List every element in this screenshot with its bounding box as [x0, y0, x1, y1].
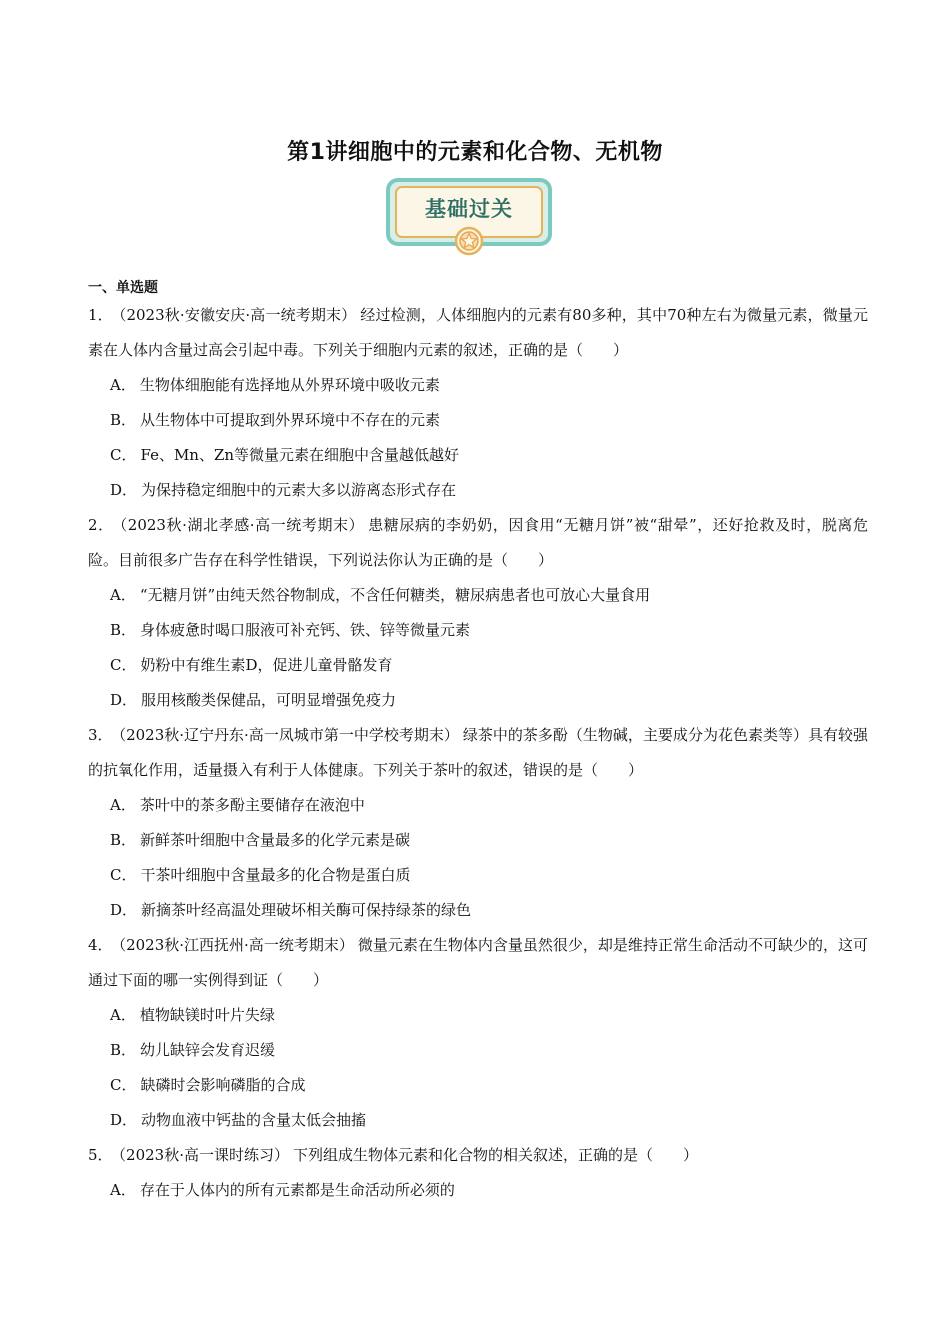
option-a [110, 998, 868, 1033]
question-text: 经过检测，人体细胞内的元素有80多种，其中70种左右为微量元素，微量元素在人体内含量过高会引起中毒。下列关于细胞内元素的叙述，正确的是（ ） [88, 306, 868, 359]
question-item [88, 508, 868, 718]
question-text: 微量元素在生物体内含量虽然很少，却是维持正常生命活动不可缺少的，这可通过下面的哪一实例得到证（ ） [88, 936, 868, 989]
option-text: 动物血液中钙盐的含量太低会抽搐 [141, 1111, 367, 1129]
question-text: 下列组成生物体元素和化合物的相关叙述，正确的是（ ） [293, 1146, 699, 1164]
option-letter: A． [110, 796, 136, 814]
badge-label: 基础过关 [425, 197, 513, 221]
question-stem [88, 508, 868, 578]
question-stem [88, 298, 868, 368]
option-text: 从生物体中可提取到外界环境中不存在的元素 [140, 411, 441, 429]
question-item [88, 928, 868, 1138]
option-letter: A． [110, 586, 136, 604]
option-text: 干茶叶细胞中含量最多的化合物是蛋白质 [140, 866, 411, 884]
question-text: 绿茶中的茶多酚（生物碱，主要成分为花色素类等）具有较强的抗氧化作用，适量摄入有利于人体健康。下列关于茶叶的叙述，错误的是（ ） [88, 726, 868, 779]
option-c [110, 648, 868, 683]
option-text: 缺磷时会影响磷脂的合成 [140, 1076, 306, 1094]
question-source: （2023秋·安徽安庆·高一统考期末） [118, 306, 357, 324]
question-stem [88, 928, 868, 998]
option-text: 服用核酸类保健品，可明显增强免疫力 [141, 691, 397, 709]
option-c [110, 1068, 868, 1103]
question-list [88, 298, 868, 1208]
option-a [110, 578, 868, 613]
question-stem [88, 1138, 868, 1173]
option-text: 为保持稳定细胞中的元素大多以游离态形式存在 [141, 481, 457, 499]
option-letter: D． [110, 1111, 138, 1129]
option-b [110, 403, 868, 438]
option-text: 身体疲惫时喝口服液可补充钙、铁、锌等微量元素 [140, 621, 471, 639]
option-text: 新鲜茶叶细胞中含量最多的化学元素是碳 [140, 831, 411, 849]
option-a [110, 788, 868, 823]
option-letter: C． [110, 1076, 137, 1094]
option-d [110, 893, 868, 928]
option-text: Fe、Mn、Zn等微量元素在细胞中含量越低越好 [140, 446, 460, 464]
question-number: 2． [88, 516, 114, 534]
question-number: 4． [88, 936, 113, 954]
option-letter: C． [110, 656, 137, 674]
option-text: 幼儿缺锌会发育迟缓 [140, 1041, 276, 1059]
question-source: （2023秋·辽宁丹东·高一凤城市第一中学校考期末） [118, 726, 459, 744]
option-b [110, 823, 868, 858]
option-b [110, 1033, 868, 1068]
option-d [110, 1103, 868, 1138]
question-number: 1． [88, 306, 113, 324]
option-a [110, 368, 868, 403]
question-number: 5． [88, 1146, 113, 1164]
option-text: 茶叶中的茶多酚主要储存在液泡中 [139, 796, 365, 814]
option-c [110, 858, 868, 893]
option-a [110, 1173, 868, 1208]
option-letter: C． [110, 866, 137, 884]
question-number: 3． [88, 726, 113, 744]
option-letter: D． [110, 901, 138, 919]
option-text: 存在于人体内的所有元素都是生命活动所必须的 [139, 1181, 455, 1199]
option-letter: C． [110, 446, 137, 464]
option-letter: A． [110, 376, 136, 394]
question-source: （2023秋·湖北孝感·高一统考期末） [119, 516, 365, 534]
question-item [88, 1138, 868, 1208]
question-text: 患糖尿病的李奶奶，因食用“无糖月饼”被“甜晕”，还好抢救及时，脱离危险。目前很多广告存在科学性错误，下列说法你认为正确的是（ ） [88, 516, 868, 569]
option-text: 植物缺镁时叶片失绿 [139, 1006, 275, 1024]
section-heading: 一、单选题 [88, 280, 158, 296]
option-d [110, 473, 868, 508]
section-badge [386, 178, 552, 256]
option-letter: A． [110, 1181, 136, 1199]
question-source: （2023秋·高一课时练习） [118, 1146, 289, 1164]
question-item [88, 298, 868, 508]
option-text: 新摘茶叶经高温处理破坏相关酶可保持绿茶的绿色 [141, 901, 472, 919]
option-letter: B． [110, 621, 137, 639]
question-source: （2023秋·江西抚州·高一统考期末） [118, 936, 354, 954]
option-letter: B． [110, 831, 137, 849]
option-letter: B． [110, 411, 137, 429]
option-c [110, 438, 868, 473]
option-letter: D． [110, 481, 138, 499]
document-title: 第1讲细胞中的元素和化合物、无机物 [287, 140, 663, 165]
option-text: 生物体细胞能有选择地从外界环境中吸收元素 [139, 376, 440, 394]
option-letter: A． [110, 1006, 136, 1024]
option-letter: B． [110, 1041, 137, 1059]
question-item [88, 718, 868, 928]
option-b [110, 613, 868, 648]
question-stem [88, 718, 868, 788]
option-letter: D． [110, 691, 138, 709]
option-text: 奶粉中有维生素D，促进儿童骨骼发育 [140, 656, 393, 674]
option-text: “无糖月饼”由纯天然谷物制成，不含任何糖类，糖尿病患者也可放心大量食用 [139, 586, 651, 604]
option-d [110, 683, 868, 718]
